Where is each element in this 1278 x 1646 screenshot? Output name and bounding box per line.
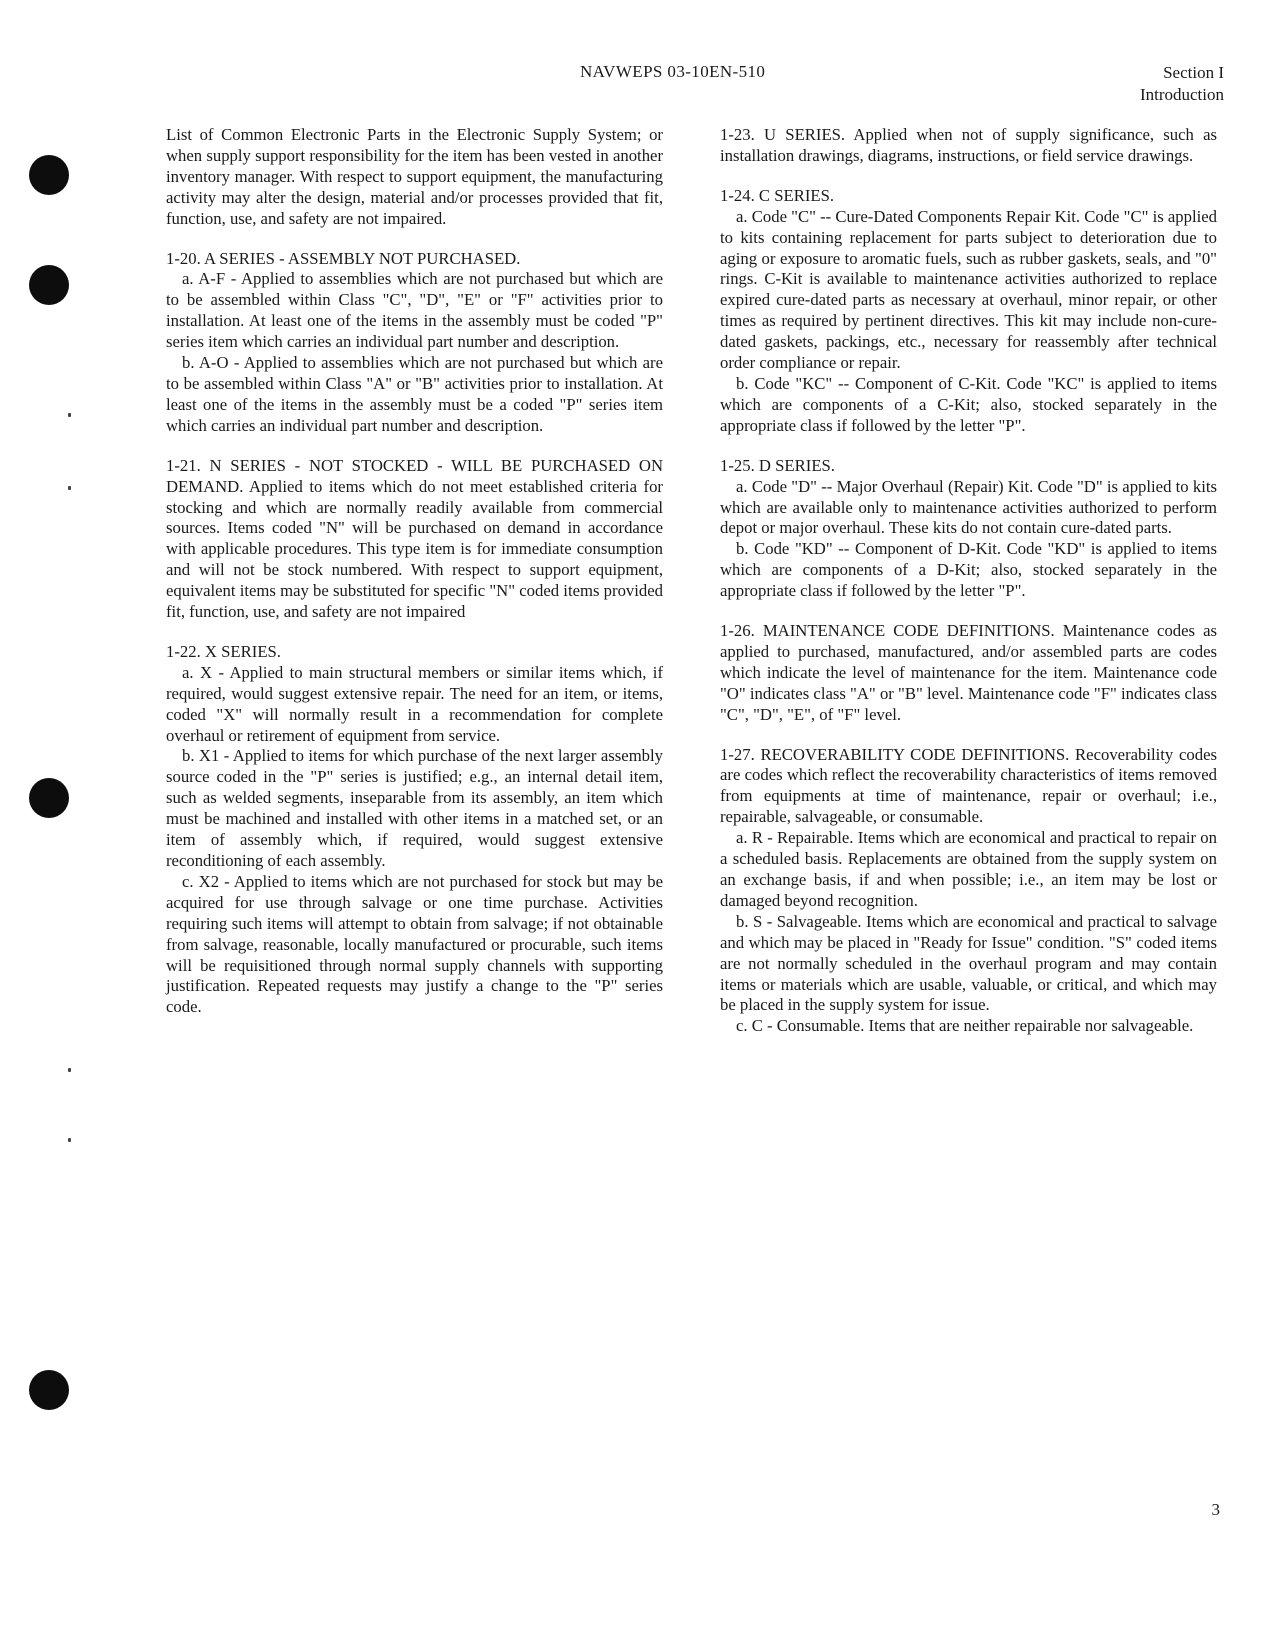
scan-speck	[68, 1138, 71, 1142]
paragraph-1-22-b: b. X1 - Applied to items for which purchase of the next larger assembly source coded in the "P" series is justified; e.g., an internal detail item, such as welded segments, inseparable from its assembly, an item which must be machined and installed with other items in a matched set, or an item of assembly which, if required, would suggest extensive reconditioning of each assembly.	[166, 746, 663, 870]
document-number: NAVWEPS 03-10EN-510	[580, 62, 766, 81]
scan-speck	[68, 1068, 71, 1072]
right-text-column	[720, 125, 1217, 1037]
section-title: Introduction	[1139, 85, 1224, 104]
paragraph-1-24-a: a. Code "C" -- Cure-Dated Components Repair Kit. Code "C" is applied to kits containing replacement for parts subject to deterioration due to aging or exposure to aromatic fuels, such as rubber gaskets, seals, and "0" rings. C-Kit is available to maintenance activities authorized to replace expired cure-dated parts as necessary at overhaul, minor repair, or other times as required by pertinent directives. This kit may include non-cure-dated gaskets, packings, etc., necessary for reassembly after technical order compliance or repair.	[720, 206, 1217, 373]
section-label: Section I	[1163, 63, 1224, 82]
paragraph-1-20-a: a. A-F - Applied to assemblies which are not purchased but which are to be assembled within Class "C", "D", "E" or "F" activities prior to installation. At least one of the items in the assembly must be coded "P" series item which carries an individual part number and description.	[166, 269, 663, 352]
paragraph-1-24-heading: 1-24. C SERIES.	[720, 185, 835, 205]
paragraph-1-22-a: a. X - Applied to main structural members or similar items which, if required, would suggest extensive repair. The need for an item, or items, coded "X" will normally result in a recommendation for complete overhaul or retirement of equipment from service.	[166, 662, 663, 745]
scan-speck	[68, 413, 71, 417]
binder-hole-1	[29, 155, 69, 195]
paragraph-1-22-heading: 1-22. X SERIES.	[166, 641, 281, 661]
paragraph-1-27-a: a. R - Repairable. Items which are economical and practical to repair on a scheduled basis. Replacements are obtained from the supply system on an exchange basis, if and when possible; i.e., an item may be lost or damaged beyond recognition.	[720, 828, 1217, 910]
paragraph-1-26: 1-26. MAINTENANCE CODE DEFINITIONS. Maintenance codes as applied to purchased, manufactured, and/or assembled parts are codes which indicate the level of maintenance for the item. Maintenance code "O" indicates class "A" or "B" level. Maintenance code "F" indicates class "C", "D", "E", of "F" level.	[720, 621, 1217, 724]
paragraph-1-20-heading: 1-20. A SERIES - ASSEMBLY NOT PURCHASED.	[166, 248, 521, 268]
paragraph-1-21: 1-21. N SERIES - NOT STOCKED - WILL BE PURCHASED ON DEMAND. Applied to items which do not meet established criteria for stocking and which are normally readily available from commercial sources. Items coded "N" will be purchased on demand in accordance with applicable procedures. This type item is for immediate consumption and will not be stock numbered. With respect to support equipment, equivalent items may be substituted for specific "N" coded items provided fit, function, use, and safety are not impaired	[166, 455, 663, 622]
binder-hole-3	[29, 778, 69, 818]
binder-hole-2	[29, 265, 69, 305]
paragraph-1-22-c: c. X2 - Applied to items which are not purchased for stock but may be acquired for use through salvage or one time purchase. Activities requiring such items will attempt to obtain from salvage; if not obtainable from salvage, reasonable, locally manufactured or procurable, such items will be requisitioned through normal supply channels with supporting justification. Repeated requests may justify a change to the "P" series code.	[166, 871, 663, 1017]
section-heading	[1140, 62, 1224, 106]
paragraph-1-20-b: b. A-O - Applied to assemblies which are not purchased but which are to be assembled within Class "A" or "B" activities prior to installation. At least one of the items in the assembly must be a coded "P" series item which carries an individual part number and description.	[166, 353, 663, 435]
scan-speck	[68, 486, 71, 490]
paragraph-1-27-c: c. C - Consumable. Items that are neither repairable nor salvageable.	[736, 1016, 1194, 1036]
paragraph-1-27-b: b. S - Salvageable. Items which are economical and practical to salvage and which may be placed in "Ready for Issue" condition. "S" coded items are not normally scheduled in the overhaul program and may contain items or materials which are usable, valuable, or critical, and which may be placed in the supply system for issue.	[720, 911, 1217, 1015]
paragraph-1-25-b: b. Code "KD" -- Component of D-Kit. Code "KD" is applied to items which are components of a D-Kit; also, stocked separately in the appropriate class if followed by the letter "P".	[720, 539, 1217, 601]
paragraph-1-27: 1-27. RECOVERABILITY CODE DEFINITIONS. Recoverability codes are codes which reflect the recoverability characteristics of items removed from equipments at time of maintenance, repair or overhaul; i.e., repairable, salvageable, or consumable.	[720, 744, 1217, 827]
page-number: 3	[1211, 1500, 1220, 1519]
paragraph-1-25-a: a. Code "D" -- Major Overhaul (Repair) Kit. Code "D" is applied to kits which are available only to maintenance activities authorized to perform depot or major overhaul. These kits do not contain cure-dated parts.	[720, 476, 1217, 538]
binder-hole-4	[29, 1370, 69, 1410]
paragraph-1-25-heading: 1-25. D SERIES.	[720, 455, 835, 475]
paragraph-continuation: List of Common Electronic Parts in the Electronic Supply System; or when supply support responsibility for the item has been vested in another inventory manager. With respect to support equipment, the manufacturing activity may alter the design, material and/or processes provided that fit, function, use, and safety are not impaired.	[166, 125, 663, 228]
paragraph-1-23: 1-23. U SERIES. Applied when not of supply significance, such as installation drawings, diagrams, instructions, or field service drawings.	[720, 125, 1217, 165]
paragraph-1-24-b: b. Code "KC" -- Component of C-Kit. Code "KC" is applied to items which are components of a C-Kit; also, stocked separately in the appropriate class if followed by the letter "P".	[720, 373, 1217, 435]
left-text-column	[166, 125, 663, 1018]
